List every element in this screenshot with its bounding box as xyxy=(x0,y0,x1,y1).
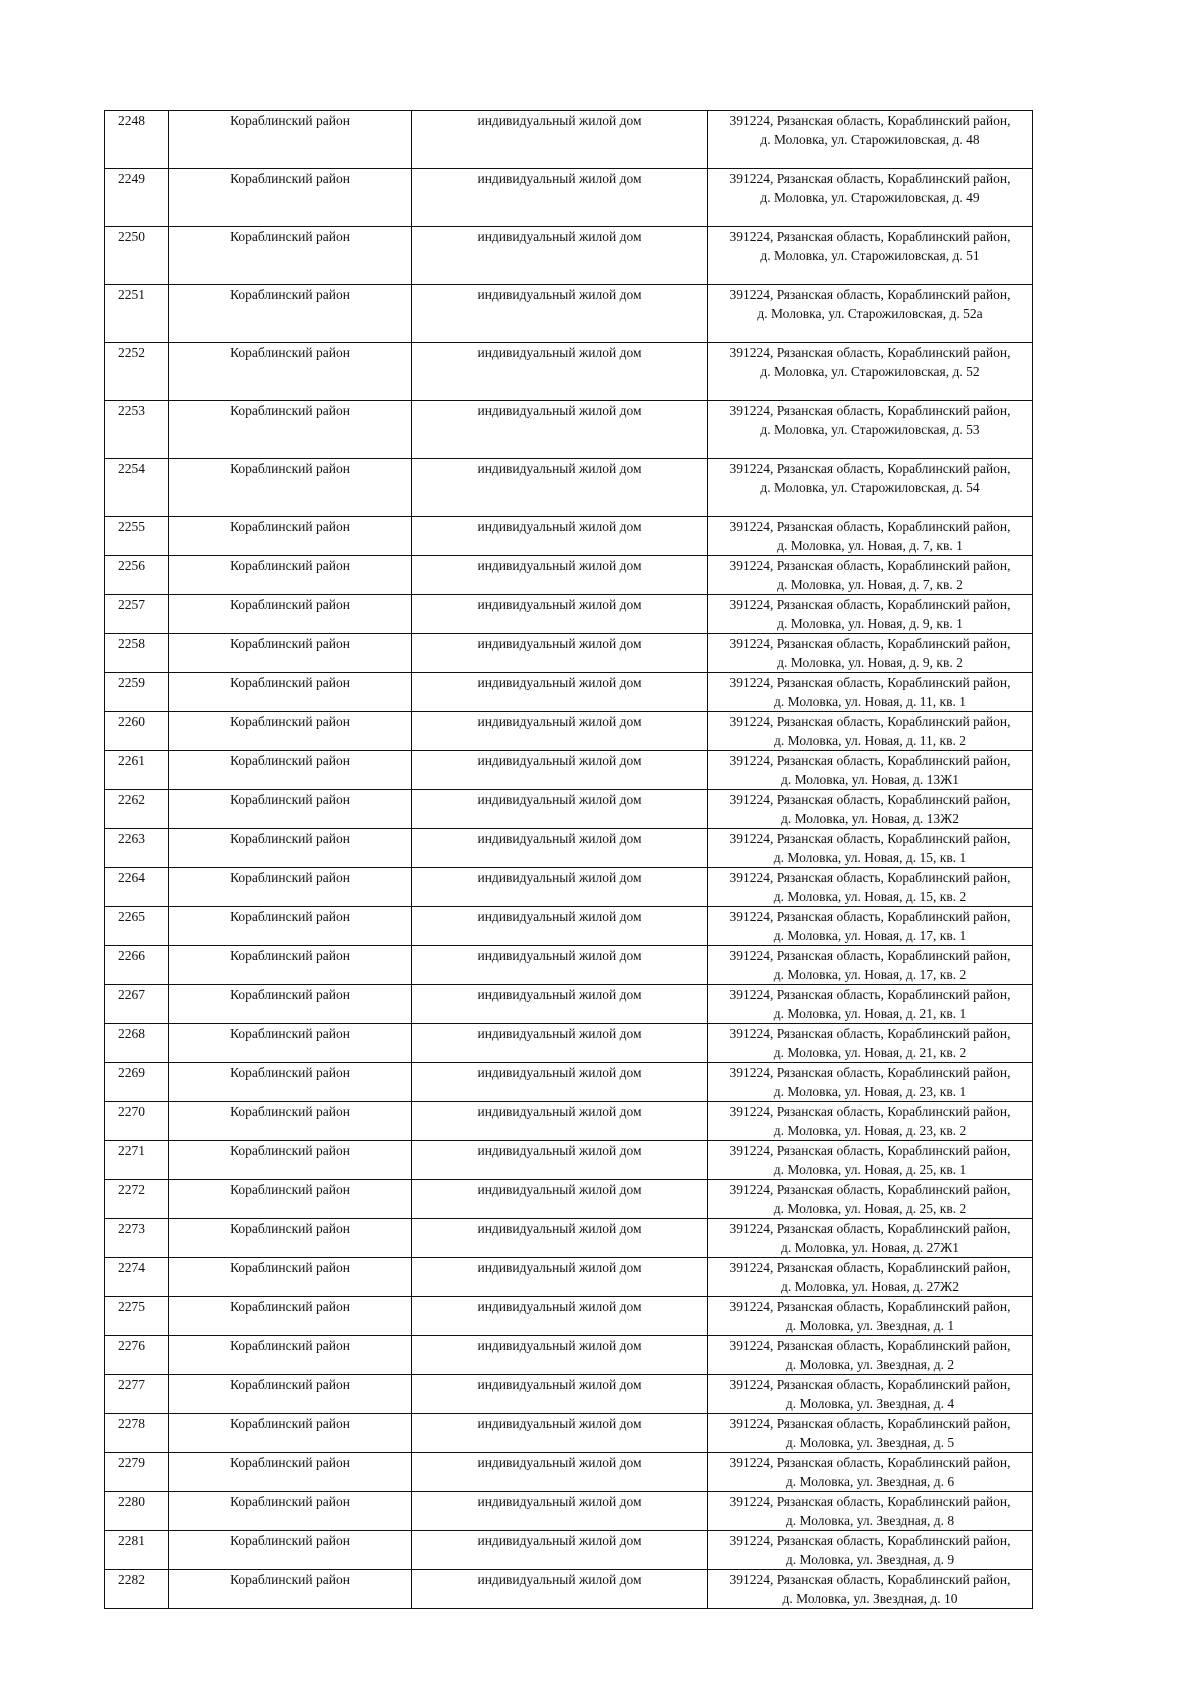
district-cell: Кораблинский район xyxy=(169,227,412,285)
address-line-2: д. Моловка, ул. Новая, д. 27Ж1 xyxy=(780,1239,960,1255)
row-number-cell: 2260 xyxy=(105,712,169,751)
address-line-1: 391224, Рязанская область, Кораблинский район, xyxy=(729,1494,1011,1509)
district-cell: Кораблинский район xyxy=(169,401,412,459)
district-cell: Кораблинский район xyxy=(169,712,412,751)
address-cell xyxy=(708,751,1033,790)
address-line-2: д. Моловка, ул. Старожиловская, д. 48 xyxy=(760,131,980,147)
district-cell: Кораблинский район xyxy=(169,634,412,673)
table-row xyxy=(105,1492,1033,1531)
address-line-1: 391224, Рязанская область, Кораблинский район, xyxy=(729,1299,1011,1314)
object-type-cell: индивидуальный жилой дом xyxy=(412,343,708,401)
object-type-cell: индивидуальный жилой дом xyxy=(412,946,708,985)
row-number-cell: 2276 xyxy=(105,1336,169,1375)
address-line-2: д. Моловка, ул. Старожиловская, д. 52а xyxy=(757,305,983,321)
row-number-cell: 2254 xyxy=(105,459,169,517)
row-number-cell: 2255 xyxy=(105,517,169,556)
table-row xyxy=(105,459,1033,517)
address-cell xyxy=(708,790,1033,829)
table-row xyxy=(105,751,1033,790)
object-type-cell: индивидуальный жилой дом xyxy=(412,673,708,712)
table-row xyxy=(105,111,1033,169)
address-line-2: д. Моловка, ул. Старожиловская, д. 51 xyxy=(760,247,980,263)
address-line-1: 391224, Рязанская область, Кораблинский район, xyxy=(729,287,1011,302)
table-row xyxy=(105,1219,1033,1258)
object-type-cell: индивидуальный жилой дом xyxy=(412,556,708,595)
table-row xyxy=(105,169,1033,227)
table-row xyxy=(105,712,1033,751)
row-number-cell: 2256 xyxy=(105,556,169,595)
object-type-cell: индивидуальный жилой дом xyxy=(412,595,708,634)
object-type-cell: индивидуальный жилой дом xyxy=(412,907,708,946)
address-line-2: д. Моловка, ул. Звездная, д. 2 xyxy=(785,1356,955,1372)
address-line-1: 391224, Рязанская область, Кораблинский район, xyxy=(729,636,1011,651)
district-cell: Кораблинский район xyxy=(169,595,412,634)
address-line-2: д. Моловка, ул. Новая, д. 13Ж1 xyxy=(780,771,960,787)
address-cell xyxy=(708,1531,1033,1570)
address-line-2: д. Моловка, ул. Новая, д. 9, кв. 1 xyxy=(777,615,963,631)
address-line-1: 391224, Рязанская область, Кораблинский район, xyxy=(729,558,1011,573)
address-line-2: д. Моловка, ул. Старожиловская, д. 53 xyxy=(760,421,980,437)
object-type-cell: индивидуальный жилой дом xyxy=(412,634,708,673)
address-line-2: д. Моловка, ул. Новая, д. 15, кв. 1 xyxy=(773,849,967,865)
table-row xyxy=(105,790,1033,829)
address-cell xyxy=(708,829,1033,868)
table-row xyxy=(105,1258,1033,1297)
district-cell: Кораблинский район xyxy=(169,1570,412,1609)
address-cell xyxy=(708,712,1033,751)
table-row xyxy=(105,1414,1033,1453)
object-type-cell: индивидуальный жилой дом xyxy=(412,1102,708,1141)
address-line-1: 391224, Рязанская область, Кораблинский район, xyxy=(729,831,1011,846)
table-row xyxy=(105,1375,1033,1414)
address-line-1: 391224, Рязанская область, Кораблинский район, xyxy=(729,1026,1011,1041)
address-cell xyxy=(708,1570,1033,1609)
object-type-cell: индивидуальный жилой дом xyxy=(412,111,708,169)
row-number-cell: 2282 xyxy=(105,1570,169,1609)
address-cell xyxy=(708,1141,1033,1180)
district-cell: Кораблинский район xyxy=(169,111,412,169)
district-cell: Кораблинский район xyxy=(169,868,412,907)
object-type-cell: индивидуальный жилой дом xyxy=(412,790,708,829)
object-type-cell: индивидуальный жилой дом xyxy=(412,517,708,556)
row-number-cell: 2269 xyxy=(105,1063,169,1102)
address-line-2: д. Моловка, ул. Новая, д. 11, кв. 2 xyxy=(774,732,966,748)
row-number-cell: 2266 xyxy=(105,946,169,985)
object-type-cell: индивидуальный жилой дом xyxy=(412,985,708,1024)
address-line-2: д. Моловка, ул. Звездная, д. 6 xyxy=(785,1473,955,1489)
address-line-1: 391224, Рязанская область, Кораблинский район, xyxy=(729,1260,1011,1275)
row-number-cell: 2274 xyxy=(105,1258,169,1297)
address-line-2: д. Моловка, ул. Новая, д. 25, кв. 2 xyxy=(773,1200,967,1216)
object-type-cell: индивидуальный жилой дом xyxy=(412,227,708,285)
address-cell xyxy=(708,169,1033,227)
row-number-cell: 2259 xyxy=(105,673,169,712)
address-line-2: д. Моловка, ул. Звездная, д. 10 xyxy=(782,1590,958,1606)
table-row xyxy=(105,1297,1033,1336)
address-line-2: д. Моловка, ул. Новая, д. 13Ж2 xyxy=(780,810,960,826)
district-cell: Кораблинский район xyxy=(169,751,412,790)
address-cell xyxy=(708,1063,1033,1102)
row-number-cell: 2249 xyxy=(105,169,169,227)
address-line-2: д. Моловка, ул. Новая, д. 27Ж2 xyxy=(780,1278,960,1294)
address-line-1: 391224, Рязанская область, Кораблинский район, xyxy=(729,461,1011,476)
table-row xyxy=(105,285,1033,343)
row-number-cell: 2281 xyxy=(105,1531,169,1570)
address-cell xyxy=(708,1297,1033,1336)
district-cell: Кораблинский район xyxy=(169,1141,412,1180)
address-line-1: 391224, Рязанская область, Кораблинский район, xyxy=(729,870,1011,885)
row-number-cell: 2262 xyxy=(105,790,169,829)
address-line-1: 391224, Рязанская область, Кораблинский район, xyxy=(729,1455,1011,1470)
object-type-cell: индивидуальный жилой дом xyxy=(412,829,708,868)
address-line-2: д. Моловка, ул. Новая, д. 25, кв. 1 xyxy=(773,1161,967,1177)
table-row xyxy=(105,595,1033,634)
row-number-cell: 2264 xyxy=(105,868,169,907)
district-cell: Кораблинский район xyxy=(169,1375,412,1414)
object-type-cell: индивидуальный жилой дом xyxy=(412,1024,708,1063)
district-cell: Кораблинский район xyxy=(169,1414,412,1453)
table-row xyxy=(105,634,1033,673)
address-line-2: д. Моловка, ул. Старожиловская, д. 49 xyxy=(760,189,980,205)
row-number-cell: 2279 xyxy=(105,1453,169,1492)
address-cell xyxy=(708,868,1033,907)
address-line-1: 391224, Рязанская область, Кораблинский район, xyxy=(729,1182,1011,1197)
table-row xyxy=(105,517,1033,556)
object-type-cell: индивидуальный жилой дом xyxy=(412,712,708,751)
address-line-1: 391224, Рязанская область, Кораблинский район, xyxy=(729,1377,1011,1392)
row-number-cell: 2248 xyxy=(105,111,169,169)
table-row xyxy=(105,1570,1033,1609)
row-number-cell: 2265 xyxy=(105,907,169,946)
district-cell: Кораблинский район xyxy=(169,907,412,946)
district-cell: Кораблинский район xyxy=(169,1219,412,1258)
object-type-cell: индивидуальный жилой дом xyxy=(412,401,708,459)
object-type-cell: индивидуальный жилой дом xyxy=(412,1375,708,1414)
address-line-1: 391224, Рязанская область, Кораблинский район, xyxy=(729,1572,1011,1587)
row-number-cell: 2261 xyxy=(105,751,169,790)
table-row xyxy=(105,1102,1033,1141)
address-line-1: 391224, Рязанская область, Кораблинский район, xyxy=(729,714,1011,729)
district-cell: Кораблинский район xyxy=(169,946,412,985)
registry-table-body xyxy=(105,111,1033,1609)
object-type-cell: индивидуальный жилой дом xyxy=(412,285,708,343)
address-line-1: 391224, Рязанская область, Кораблинский район, xyxy=(729,1221,1011,1236)
address-line-2: д. Моловка, ул. Звездная, д. 5 xyxy=(785,1434,955,1450)
address-line-2: д. Моловка, ул. Новая, д. 9, кв. 2 xyxy=(777,654,963,670)
table-row xyxy=(105,401,1033,459)
address-line-2: д. Моловка, ул. Новая, д. 15, кв. 2 xyxy=(773,888,967,904)
row-number-cell: 2273 xyxy=(105,1219,169,1258)
row-number-cell: 2280 xyxy=(105,1492,169,1531)
district-cell: Кораблинский район xyxy=(169,285,412,343)
address-line-2: д. Моловка, ул. Звездная, д. 9 xyxy=(785,1551,955,1567)
district-cell: Кораблинский район xyxy=(169,1102,412,1141)
district-cell: Кораблинский район xyxy=(169,1492,412,1531)
table-row xyxy=(105,1024,1033,1063)
address-cell xyxy=(708,285,1033,343)
district-cell: Кораблинский район xyxy=(169,829,412,868)
address-cell xyxy=(708,459,1033,517)
table-row xyxy=(105,946,1033,985)
object-type-cell: индивидуальный жилой дом xyxy=(412,1180,708,1219)
address-line-2: д. Моловка, ул. Звездная, д. 4 xyxy=(785,1395,955,1411)
district-cell: Кораблинский район xyxy=(169,1180,412,1219)
address-line-2: д. Моловка, ул. Новая, д. 17, кв. 1 xyxy=(773,927,967,943)
address-line-1: 391224, Рязанская область, Кораблинский район, xyxy=(729,1338,1011,1353)
address-cell xyxy=(708,1024,1033,1063)
row-number-cell: 2278 xyxy=(105,1414,169,1453)
object-type-cell: индивидуальный жилой дом xyxy=(412,1531,708,1570)
object-type-cell: индивидуальный жилой дом xyxy=(412,868,708,907)
table-row xyxy=(105,1336,1033,1375)
table-row xyxy=(105,1141,1033,1180)
address-cell xyxy=(708,343,1033,401)
address-line-1: 391224, Рязанская область, Кораблинский район, xyxy=(729,597,1011,612)
address-cell xyxy=(708,556,1033,595)
address-cell xyxy=(708,1102,1033,1141)
row-number-cell: 2253 xyxy=(105,401,169,459)
address-line-2: д. Моловка, ул. Новая, д. 7, кв. 2 xyxy=(777,576,963,592)
table-row xyxy=(105,1063,1033,1102)
address-line-1: 391224, Рязанская область, Кораблинский район, xyxy=(729,403,1011,418)
address-line-1: 391224, Рязанская область, Кораблинский район, xyxy=(729,675,1011,690)
row-number-cell: 2271 xyxy=(105,1141,169,1180)
row-number-cell: 2250 xyxy=(105,227,169,285)
address-line-1: 391224, Рязанская область, Кораблинский район, xyxy=(729,987,1011,1002)
district-cell: Кораблинский район xyxy=(169,459,412,517)
row-number-cell: 2270 xyxy=(105,1102,169,1141)
address-line-2: д. Моловка, ул. Звездная, д. 8 xyxy=(785,1512,955,1528)
address-cell xyxy=(708,634,1033,673)
district-cell: Кораблинский район xyxy=(169,1453,412,1492)
district-cell: Кораблинский район xyxy=(169,556,412,595)
address-line-1: 391224, Рязанская область, Кораблинский район, xyxy=(729,792,1011,807)
object-type-cell: индивидуальный жилой дом xyxy=(412,1219,708,1258)
address-cell xyxy=(708,907,1033,946)
address-line-2: д. Моловка, ул. Новая, д. 21, кв. 2 xyxy=(773,1044,967,1060)
address-line-2: д. Моловка, ул. Новая, д. 23, кв. 1 xyxy=(773,1083,967,1099)
row-number-cell: 2251 xyxy=(105,285,169,343)
object-type-cell: индивидуальный жилой дом xyxy=(412,1297,708,1336)
address-line-1: 391224, Рязанская область, Кораблинский район, xyxy=(729,948,1011,963)
row-number-cell: 2263 xyxy=(105,829,169,868)
address-cell xyxy=(708,1336,1033,1375)
table-row xyxy=(105,556,1033,595)
table-row xyxy=(105,1453,1033,1492)
row-number-cell: 2258 xyxy=(105,634,169,673)
table-row xyxy=(105,868,1033,907)
row-number-cell: 2275 xyxy=(105,1297,169,1336)
address-line-1: 391224, Рязанская область, Кораблинский район, xyxy=(729,1065,1011,1080)
object-type-cell: индивидуальный жилой дом xyxy=(412,1258,708,1297)
address-cell xyxy=(708,1414,1033,1453)
address-line-2: д. Моловка, ул. Новая, д. 17, кв. 2 xyxy=(773,966,967,982)
table-row xyxy=(105,673,1033,712)
address-line-2: д. Моловка, ул. Старожиловская, д. 52 xyxy=(760,363,980,379)
address-line-1: 391224, Рязанская область, Кораблинский район, xyxy=(729,113,1011,128)
address-cell xyxy=(708,401,1033,459)
address-line-1: 391224, Рязанская область, Кораблинский район, xyxy=(729,1143,1011,1158)
address-line-1: 391224, Рязанская область, Кораблинский район, xyxy=(729,171,1011,186)
table-row xyxy=(105,829,1033,868)
address-line-2: д. Моловка, ул. Старожиловская, д. 54 xyxy=(760,479,980,495)
address-cell xyxy=(708,517,1033,556)
district-cell: Кораблинский район xyxy=(169,1258,412,1297)
address-line-1: 391224, Рязанская область, Кораблинский район, xyxy=(729,1533,1011,1548)
registry-table xyxy=(104,110,1033,1609)
address-cell xyxy=(708,1492,1033,1531)
address-line-1: 391224, Рязанская область, Кораблинский район, xyxy=(729,909,1011,924)
object-type-cell: индивидуальный жилой дом xyxy=(412,459,708,517)
address-cell xyxy=(708,595,1033,634)
row-number-cell: 2277 xyxy=(105,1375,169,1414)
address-line-2: д. Моловка, ул. Новая, д. 21, кв. 1 xyxy=(773,1005,967,1021)
table-row xyxy=(105,1180,1033,1219)
district-cell: Кораблинский район xyxy=(169,1336,412,1375)
object-type-cell: индивидуальный жилой дом xyxy=(412,1492,708,1531)
address-line-2: д. Моловка, ул. Звездная, д. 1 xyxy=(785,1317,955,1333)
object-type-cell: индивидуальный жилой дом xyxy=(412,169,708,227)
address-line-2: д. Моловка, ул. Новая, д. 23, кв. 2 xyxy=(773,1122,967,1138)
district-cell: Кораблинский район xyxy=(169,673,412,712)
address-cell xyxy=(708,1219,1033,1258)
row-number-cell: 2252 xyxy=(105,343,169,401)
table-row xyxy=(105,1531,1033,1570)
district-cell: Кораблинский район xyxy=(169,517,412,556)
row-number-cell: 2272 xyxy=(105,1180,169,1219)
district-cell: Кораблинский район xyxy=(169,1063,412,1102)
object-type-cell: индивидуальный жилой дом xyxy=(412,1453,708,1492)
address-line-2: д. Моловка, ул. Новая, д. 11, кв. 1 xyxy=(774,693,966,709)
address-cell xyxy=(708,673,1033,712)
row-number-cell: 2257 xyxy=(105,595,169,634)
address-cell xyxy=(708,227,1033,285)
address-cell xyxy=(708,1258,1033,1297)
object-type-cell: индивидуальный жилой дом xyxy=(412,1570,708,1609)
address-line-1: 391224, Рязанская область, Кораблинский район, xyxy=(729,519,1011,534)
row-number-cell: 2268 xyxy=(105,1024,169,1063)
address-cell xyxy=(708,1180,1033,1219)
district-cell: Кораблинский район xyxy=(169,985,412,1024)
address-cell xyxy=(708,1453,1033,1492)
district-cell: Кораблинский район xyxy=(169,790,412,829)
address-cell xyxy=(708,111,1033,169)
address-line-1: 391224, Рязанская область, Кораблинский район, xyxy=(729,1104,1011,1119)
table-row xyxy=(105,907,1033,946)
object-type-cell: индивидуальный жилой дом xyxy=(412,1141,708,1180)
address-cell xyxy=(708,985,1033,1024)
district-cell: Кораблинский район xyxy=(169,1531,412,1570)
district-cell: Кораблинский район xyxy=(169,343,412,401)
object-type-cell: индивидуальный жилой дом xyxy=(412,1336,708,1375)
address-line-1: 391224, Рязанская область, Кораблинский район, xyxy=(729,1416,1011,1431)
row-number-cell: 2267 xyxy=(105,985,169,1024)
address-cell xyxy=(708,946,1033,985)
table-row xyxy=(105,343,1033,401)
table-row xyxy=(105,227,1033,285)
address-line-1: 391224, Рязанская область, Кораблинский район, xyxy=(729,345,1011,360)
district-cell: Кораблинский район xyxy=(169,1297,412,1336)
object-type-cell: индивидуальный жилой дом xyxy=(412,1063,708,1102)
object-type-cell: индивидуальный жилой дом xyxy=(412,751,708,790)
table-row xyxy=(105,985,1033,1024)
object-type-cell: индивидуальный жилой дом xyxy=(412,1414,708,1453)
address-line-1: 391224, Рязанская область, Кораблинский район, xyxy=(729,753,1011,768)
address-cell xyxy=(708,1375,1033,1414)
address-line-2: д. Моловка, ул. Новая, д. 7, кв. 1 xyxy=(777,537,963,553)
district-cell: Кораблинский район xyxy=(169,169,412,227)
address-line-1: 391224, Рязанская область, Кораблинский район, xyxy=(729,229,1011,244)
district-cell: Кораблинский район xyxy=(169,1024,412,1063)
